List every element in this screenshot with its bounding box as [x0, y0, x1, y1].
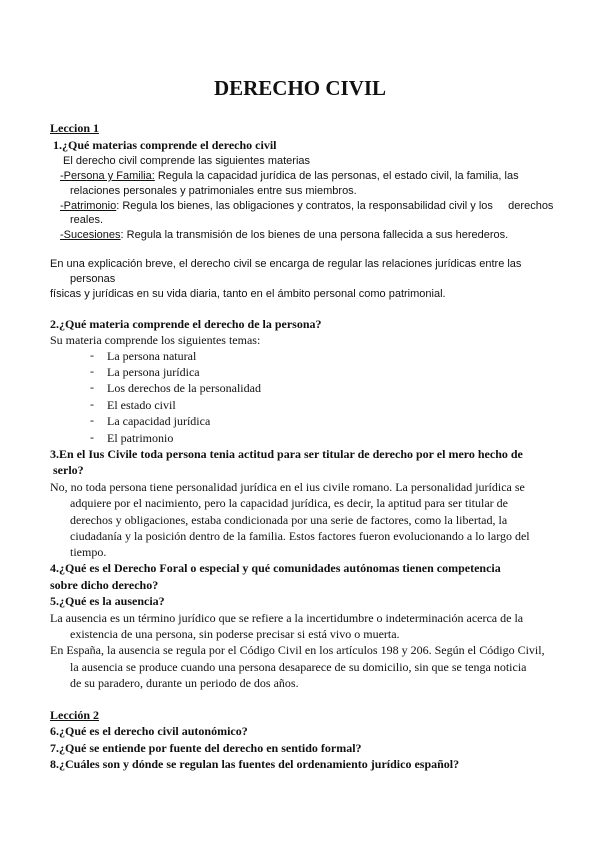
bullet-dash: -	[90, 430, 94, 444]
q5-answer-line3: En España, la ausencia se regula por el Código Civil en los artículos 198 y 206. Según el Código Civil,	[50, 643, 545, 657]
q1-item-patrimonio-cont: reales.	[70, 214, 104, 226]
q1-intro: El derecho civil comprende las siguientes materias	[63, 155, 311, 167]
q1-item-patrimonio-text: : Regula los bienes, las obligaciones y contratos, la responsabilidad civil y los derechos	[116, 200, 554, 212]
question-6: 6.¿Qué es el derecho civil autonómico?	[50, 724, 248, 738]
q1-item-persona	[60, 168, 519, 184]
q2-intro: Su materia comprende los siguientes temas:	[50, 333, 261, 347]
bullet-dash: -	[90, 380, 94, 394]
q1-item-sucesiones	[60, 227, 508, 243]
question-3-line1: 3.En el Ius Civile toda persona tenia actitud para ser titular de derecho por el mero hecho de	[50, 447, 523, 461]
question-4-line2: sobre dicho derecho?	[50, 578, 159, 592]
page-title: DERECHO CIVIL	[213, 76, 387, 100]
q1-item-sucesiones-text: : Regula la transmisión de los bienes de una persona fallecida a sus herederos.	[120, 229, 509, 241]
question-8: 8.¿Cuáles son y dónde se regulan las fuentes del ordenamiento jurídico español?	[50, 757, 460, 771]
q3-answer-line3: derechos y obligaciones, estaba condicionada por una serie de factores, como la libertad, la	[70, 513, 508, 527]
q1-item-patrimonio-label: -Patrimonio	[60, 200, 117, 212]
q1-item-persona-cont: relaciones personales y patrimoniales entre sus miembros.	[70, 185, 357, 197]
lesson-2-heading: Lección 2	[50, 708, 99, 722]
q3-answer-line2: adquiere por el nacimiento, pero la capacidad jurídica, es decir, la aptitud para ser titular de	[70, 496, 508, 510]
list-item: El estado civil	[107, 398, 176, 412]
q5-answer-line5: de su paradero, durante un periodo de dos años.	[70, 676, 299, 690]
question-5: 5.¿Qué es la ausencia?	[50, 594, 165, 608]
question-4-line1: 4.¿Qué es el Derecho Foral o especial y qué comunidades autónomas tienen competencia	[50, 561, 501, 575]
q5-answer-line4: la ausencia se produce cuando una persona desaparece de su domicilio, sin que se tenga noticia	[70, 660, 527, 674]
q1-item-sucesiones-label: -Sucesiones	[60, 229, 121, 241]
question-7: 7.¿Qué se entiende por fuente del derecho en sentido formal?	[50, 741, 362, 755]
bullet-dash: -	[90, 364, 94, 378]
list-item: El patrimonio	[107, 431, 174, 445]
q1-item-persona-text: Regula la capacidad jurídica de las personas, el estado civil, la familia, las	[154, 170, 519, 182]
q3-answer-line4: ciudadanía y la posición dentro de la familia. Estos factores fueron evolucionando a lo largo del	[70, 529, 530, 543]
bullet-dash: -	[90, 413, 94, 427]
q5-answer-line1: La ausencia es un término jurídico que se refiere a la incertidumbre o indeterminación acerca de la	[50, 611, 524, 625]
q1-item-persona-label: -Persona y Familia:	[60, 170, 155, 182]
bullet-dash: -	[90, 348, 94, 362]
question-2: 2.¿Qué materia comprende el derecho de la persona?	[50, 317, 322, 331]
lesson-1-heading: Leccion 1	[50, 121, 99, 135]
question-1: 1.¿Qué materias comprende el derecho civil	[53, 138, 277, 152]
q1-summary-line1: En una explicación breve, el derecho civil se encarga de regular las relaciones jurídicas entre las	[50, 258, 522, 270]
q5-answer-line2: existencia de una persona, sin poderse precisar si está vivo o muerta.	[70, 627, 400, 641]
q1-summary-line2: personas	[70, 273, 116, 285]
list-item: Los derechos de la personalidad	[107, 381, 261, 395]
list-item: La capacidad jurídica	[107, 414, 211, 428]
list-item: La persona jurídica	[107, 365, 200, 379]
bullet-dash: -	[90, 397, 94, 411]
q1-item-patrimonio	[60, 198, 553, 214]
q1-summary-line3: físicas y jurídicas en su vida diaria, tanto en el ámbito personal como patrimonial.	[50, 288, 446, 300]
list-item: La persona natural	[107, 349, 197, 363]
question-3-line2: serlo?	[53, 463, 84, 477]
q3-answer-line5: tiempo.	[70, 545, 107, 559]
q3-answer-line1: No, no toda persona tiene personalidad jurídica en el ius civile romano. La personalidad jurídica se	[50, 480, 525, 494]
